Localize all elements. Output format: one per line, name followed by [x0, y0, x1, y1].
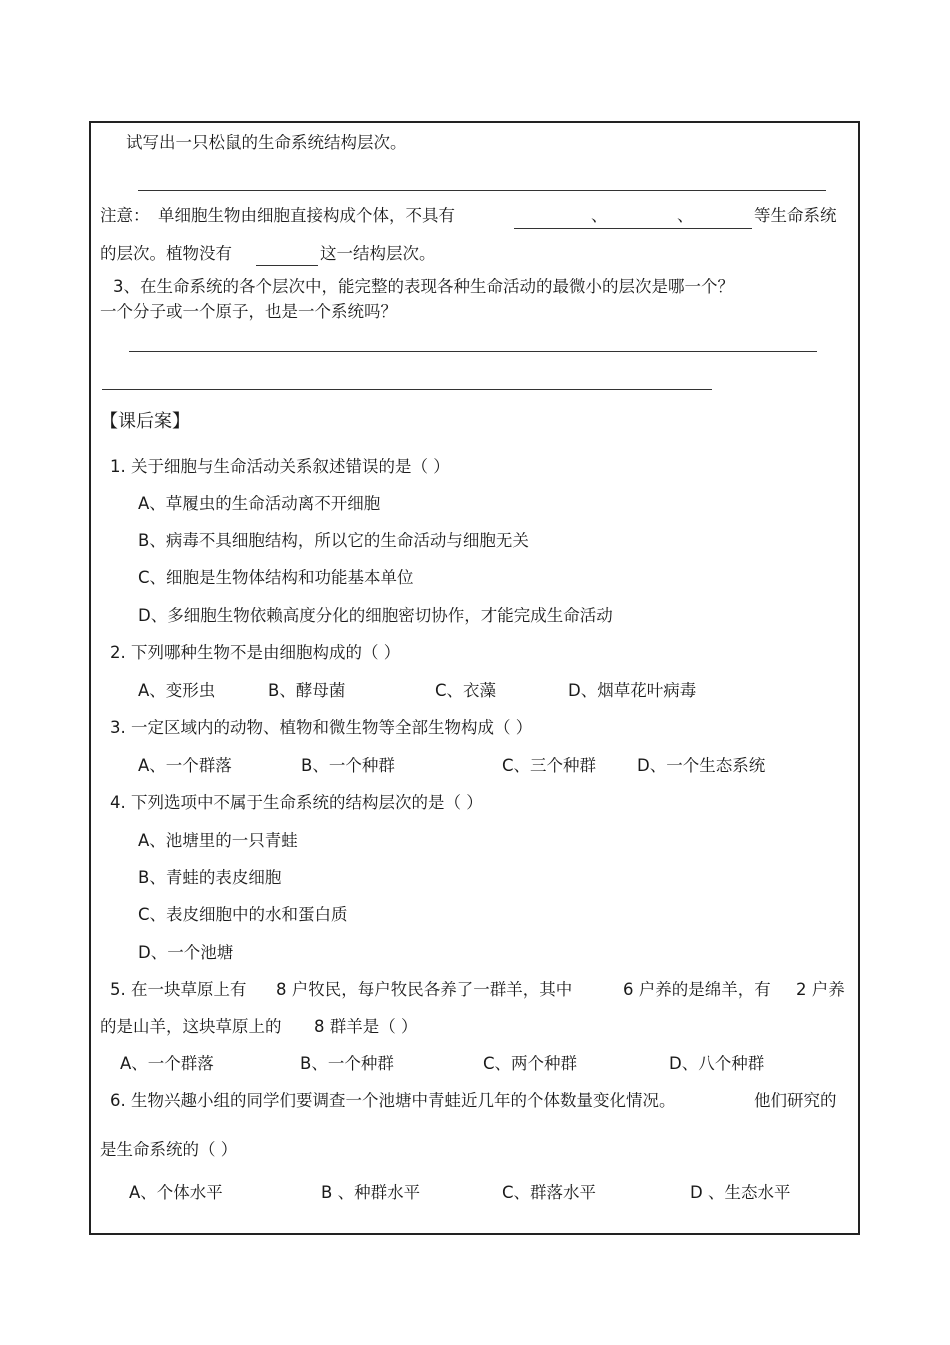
answer-line-2 [129, 351, 817, 352]
q6-stem-part2: 他们研究的 [754, 1091, 837, 1110]
q3-option-d: D、一个生态系统 [637, 756, 766, 775]
note-text-3: 的层次。植物没有 [100, 244, 232, 263]
q4-option-b: B、青蛙的表皮细胞 [138, 868, 282, 887]
q2-option-c: C、衣藻 [435, 681, 497, 700]
q1-option-d: D、多细胞生物依赖高度分化的细胞密切协作，才能完成生命活动 [138, 606, 613, 625]
q5-stem-part3: 6 户养的是绵羊，有 [623, 980, 771, 999]
q2-option-d: D、烟草花叶病毒 [568, 681, 697, 700]
q3-option-c: C、三个种群 [502, 756, 597, 775]
q6-option-b: B 、种群水平 [321, 1183, 421, 1202]
q1-option-a: A、草履虫的生命活动离不开细胞 [138, 494, 381, 513]
q1-option-b: B、病毒不具细胞结构，所以它的生命活动与细胞无关 [138, 531, 529, 550]
plant-blank-underline [256, 265, 318, 266]
q6-stem-part1: 6. 生物兴趣小组的同学们要调查一个池塘中青蛙近几年的个体数量变化情况。 [110, 1091, 676, 1110]
q2-option-a: A、变形虫 [138, 681, 216, 700]
note-blank-underline [514, 228, 752, 229]
q3-text-line2: 一个分子或一个原子，也是一个系统吗？ [100, 302, 397, 321]
q3-text-line1: 3、在生命系统的各个层次中，能完整的表现各种生命活动的最微小的层次是哪一个？ [113, 277, 734, 296]
q5-option-d: D、八个种群 [669, 1054, 765, 1073]
q5-stem-part5: 的是山羊，这块草原上的 [100, 1017, 282, 1036]
q2-stem: 2. 下列哪种生物不是由细胞构成的（ ） [110, 643, 401, 662]
note-sep-2: 、 [677, 206, 694, 225]
q3-stem: 3. 一定区域内的动物、植物和微生物等全部生物构成（ ） [110, 718, 533, 737]
q1-option-c: C、细胞是生物体结构和功能基本单位 [138, 568, 414, 587]
section-title: 【课后案】 [100, 411, 190, 432]
q3-option-b: B、一个种群 [301, 756, 395, 775]
q4-option-d: D、一个池塘 [138, 943, 234, 962]
squirrel-prompt: 试写出一只松鼠的生命系统结构层次。 [126, 133, 407, 152]
note-text-2: 等生命系统 [754, 206, 837, 225]
q3-option-a: A、一个群落 [138, 756, 232, 775]
q5-stem-part4: 2 户养 [796, 980, 845, 999]
note-sep-1: 、 [591, 206, 608, 225]
q6-stem-line2: 是生命系统的（ ） [100, 1140, 238, 1159]
q4-option-a: A、池塘里的一只青蛙 [138, 831, 298, 850]
q5-stem-part2: 8 户牧民，每户牧民各养了一群羊，其中 [276, 980, 573, 999]
q5-stem-part6: 8 群羊是（ ） [314, 1017, 418, 1036]
q5-option-a: A、一个群落 [120, 1054, 214, 1073]
q5-stem-part1: 5. 在一块草原上有 [110, 980, 247, 999]
q6-option-d: D 、生态水平 [690, 1183, 791, 1202]
q4-stem: 4. 下列选项中不属于生命系统的结构层次的是（ ） [110, 793, 483, 812]
q2-option-b: B、酵母菌 [268, 681, 346, 700]
answer-line-1 [138, 190, 826, 191]
q5-option-c: C、两个种群 [483, 1054, 578, 1073]
q4-option-c: C、表皮细胞中的水和蛋白质 [138, 905, 348, 924]
answer-line-3 [102, 389, 712, 390]
note-label: 注意： [100, 206, 150, 225]
q5-option-b: B、一个种群 [300, 1054, 394, 1073]
q1-stem: 1. 关于细胞与生命活动关系叙述错误的是（ ） [110, 457, 450, 476]
note-text-1: 单细胞生物由细胞直接构成个体，不具有 [158, 206, 455, 225]
note-text-4: 这一结构层次。 [320, 244, 436, 263]
q6-option-a: A、个体水平 [129, 1183, 223, 1202]
q6-option-c: C、群落水平 [502, 1183, 597, 1202]
